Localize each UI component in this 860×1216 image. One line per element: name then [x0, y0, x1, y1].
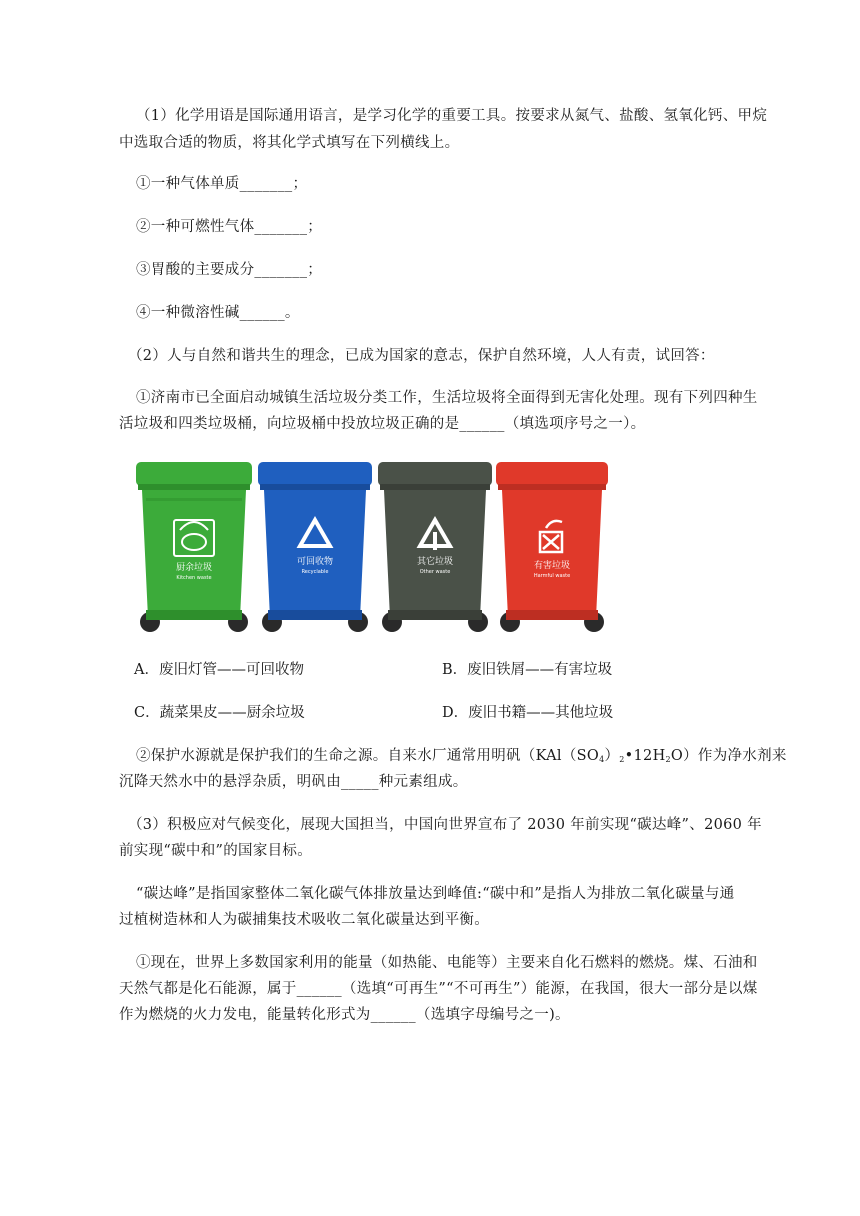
q1-item-3: ③胃酸的主要成分_______； [136, 262, 323, 278]
option-d: D．废旧书籍——其他垃圾 [442, 705, 614, 721]
q2-intro: （2）人与自然和谐共生的理念，已成为国家的意志，保护自然环境，人人有责，试回答： [128, 348, 715, 364]
bin-label-en: Other waste [419, 569, 451, 575]
q3-intro-line2: 前实现“碳中和”的国家目标。 [119, 843, 313, 859]
formula-sub-h2: 2 [665, 755, 671, 764]
q2-p2-line1 [136, 746, 787, 770]
q3-p1-line2: 天然气都是化石能源，属于______（选填“可再生”“不可再生”）能源，在我国，很大一部分是以煤 [119, 981, 758, 997]
q3-intro-line1: （3）积极应对气候变化，展现大国担当，中国向世界宣布了 2030 年前实现“碳达峰”、2060 年 [128, 817, 762, 833]
q2-p2-text-b: ） [604, 748, 620, 764]
bin-label-cn: 厨余垃圾 [175, 563, 213, 573]
q1-intro-line2: 中选取合适的物质，将其化学式填写在下列横线上。 [119, 135, 460, 151]
option-a: A．废旧灯管——可回收物 [134, 662, 304, 678]
formula-sub-2: 2 [619, 755, 625, 764]
harmful-waste-bin [494, 458, 610, 636]
bin-label-en: Harmful waste [533, 573, 571, 579]
bin-label-en: Recyclable [301, 569, 329, 575]
option-c: C．蔬菜果皮——厨余垃圾 [134, 705, 305, 721]
formula-sub-4: 4 [599, 755, 605, 764]
q2-p1-line1: ①济南市已全面启动城镇生活垃圾分类工作，生活垃圾将全面得到无害化处理。现有下列四种生 [136, 390, 758, 406]
option-b: B．废旧铁屑——有害垃圾 [442, 662, 613, 678]
q2-p2-text-d: O）作为净水剂来 [670, 748, 787, 764]
kitchen-waste-bin [134, 458, 254, 636]
bin-label-cn: 可回收物 [296, 557, 334, 567]
q3-para-line2: 过植树造林和人为碳捕集技术吸收二氧化碳量达到平衡。 [119, 912, 489, 928]
q2-p1-line2: 活垃圾和四类垃圾桶，向垃圾桶中投放垃圾正确的是______（填选项序号之一）。 [119, 416, 646, 432]
q3-p1-line1: ①现在，世界上多数国家利用的能量（如热能、电能等）主要来自化石燃料的燃烧。煤、石油和 [136, 955, 758, 971]
q2-p2-text-c: •12H [624, 748, 666, 764]
q2-p2-text-a: ②保护水源就是保护我们的生命之源。自来水厂通常用明矾（KAl（SO [136, 748, 600, 764]
q1-intro-line1: （1）化学用语是国际通用语言，是学习化学的重要工具。按要求从氮气、盐酸、氢氧化钙、甲烷 [136, 108, 768, 124]
bin-label-cn: 其它垃圾 [416, 557, 454, 567]
q1-item-2: ②一种可燃性气体_______； [136, 219, 323, 235]
q1-item-1: ①一种气体单质_______； [136, 176, 308, 192]
q2-p2-line2: 沉降天然水中的悬浮杂质，明矾由_____种元素组成。 [119, 774, 468, 790]
q3-para-line1: “碳达峰”是指国家整体二氧化碳气体排放量达到峰值:“碳中和”是指人为排放二氧化碳量与通 [136, 886, 735, 902]
bin-label-en: Kitchen waste [176, 575, 212, 581]
q3-p1-line3: 作为燃烧的火力发电，能量转化形式为______（选填字母编号之一)。 [119, 1007, 570, 1023]
recyclable-bin [256, 458, 374, 636]
other-waste-bin [376, 458, 494, 636]
trash-bins-image [134, 458, 610, 636]
bin-label-cn: 有害垃圾 [533, 561, 571, 571]
q1-item-4: ④一种微溶性碱______。 [136, 305, 300, 321]
